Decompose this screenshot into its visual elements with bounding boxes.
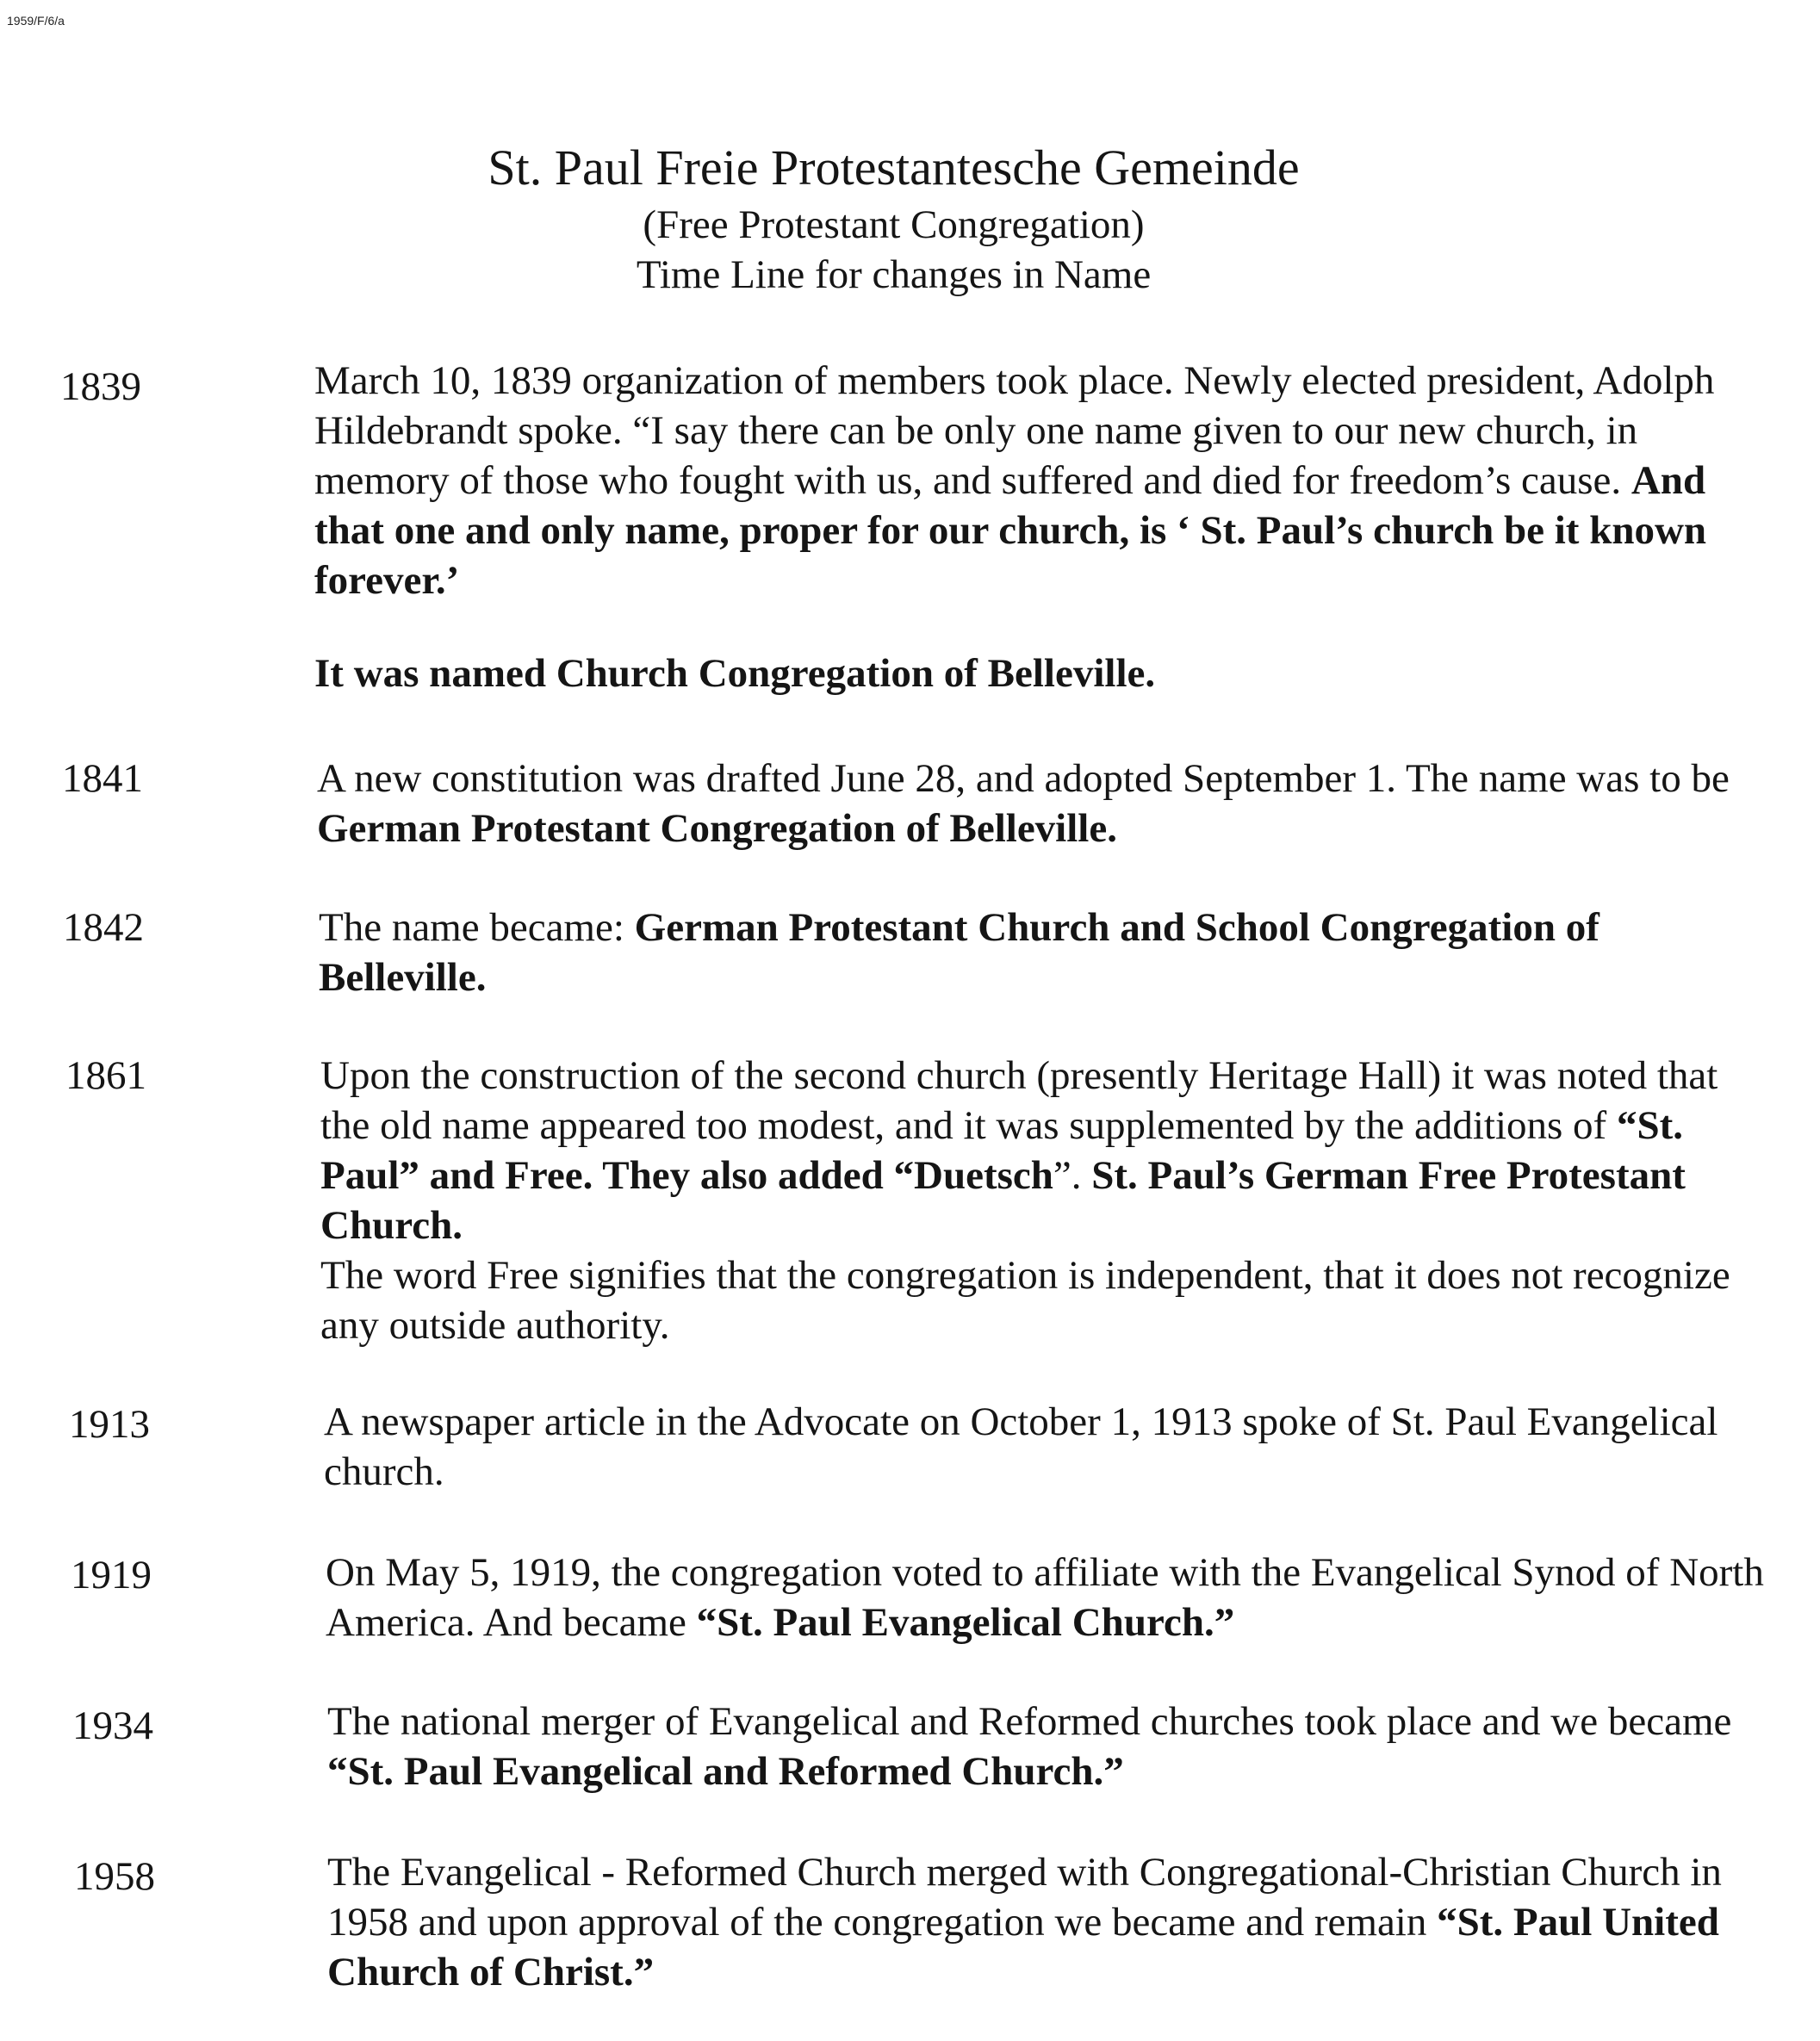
document-header bbox=[0, 136, 1787, 300]
document-reference: 1959/F/6/a bbox=[7, 14, 65, 28]
entry-text-plain: March 10, 1839 organization of members took place. Newly elected president, Adolph Hildebrandt spoke. “I say there can be only one name given to our new church, in memory of those who fought with us, and suffered and died for freedom’s cause. bbox=[314, 358, 1715, 503]
entry-year: 1913 bbox=[69, 1402, 150, 1447]
entry-text bbox=[320, 1051, 1759, 1350]
entry-year: 1861 bbox=[65, 1053, 146, 1098]
entry-year: 1919 bbox=[71, 1553, 152, 1597]
entry-text-plain: A newspaper article in the Advocate on October 1, 1913 spoke of St. Paul Evangelical church. bbox=[324, 1399, 1718, 1494]
entry-text-plain: The national merger of Evangelical and Reformed churches took place and we became bbox=[327, 1699, 1732, 1744]
entry-text-plain: A new constitution was drafted June 28, and adopted September 1. The name was to be bbox=[317, 756, 1730, 801]
entry-year: 1839 bbox=[60, 364, 141, 409]
entry-text-bold: German Protestant Congregation of Belleville. bbox=[317, 806, 1117, 851]
entry-text-plain: On May 5, 1919, the congregation voted to affiliate with the Evangelical Synod of North America. And became bbox=[326, 1550, 1764, 1645]
entry-text-bold: German Protestant Church and School Congregation of Belleville. bbox=[319, 905, 1599, 1000]
entry-year: 1841 bbox=[62, 756, 143, 801]
entry-text-bold: “St. Paul” and Free. They also added “Duetsch bbox=[320, 1103, 1683, 1198]
entry-text-bold: “St. Paul Evangelical Church.” bbox=[696, 1600, 1235, 1645]
entry-year: 1842 bbox=[63, 905, 144, 950]
entry-text bbox=[317, 754, 1755, 853]
document-title: St. Paul Freie Protestantesche Gemeinde bbox=[488, 140, 1300, 195]
entry-text-plain: The name became: bbox=[319, 905, 635, 950]
entry-text bbox=[314, 356, 1753, 698]
entry-text bbox=[324, 1397, 1762, 1497]
entry-text-bold: And that one and only name, proper for our church, is ‘ St. Paul’s church be it known forever.’ bbox=[314, 458, 1707, 603]
entry-text-bold: “St. Paul United Church of Christ.” bbox=[327, 1900, 1719, 1994]
entry-text-bold-conclusion: It was named Church Congregation of Belleville. bbox=[314, 651, 1156, 696]
document-subtitle: (Free Protestant Congregation) bbox=[643, 202, 1145, 247]
entry-text bbox=[327, 1847, 1766, 1997]
entry-text bbox=[319, 903, 1757, 1002]
entry-text-note: The word Free signifies that the congregation is independent, that it does not recognize any outside authority. bbox=[320, 1253, 1730, 1348]
entry-text-bold-2: St. Paul’s German Free Protestant Church. bbox=[320, 1153, 1686, 1248]
entry-text bbox=[326, 1548, 1790, 1647]
entry-year: 1958 bbox=[74, 1854, 155, 1899]
document-subtitle-timeline: Time Line for changes in Name bbox=[636, 252, 1152, 297]
entry-text-plain: Upon the construction of the second church (presently Heritage Hall) it was noted that the old name appeared too modest, and it was supplemented by the additions of bbox=[320, 1053, 1718, 1148]
entry-text-plain-2: ”. bbox=[1053, 1153, 1092, 1198]
entry-text bbox=[327, 1697, 1766, 1796]
entry-text-bold: “St. Paul Evangelical and Reformed Church.” bbox=[327, 1749, 1124, 1794]
entry-text-plain: The Evangelical - Reformed Church merged with Congregational-Christian Church in 1958 and upon approval of the congregation we became and remain bbox=[327, 1850, 1722, 1945]
entry-year: 1934 bbox=[72, 1703, 153, 1748]
